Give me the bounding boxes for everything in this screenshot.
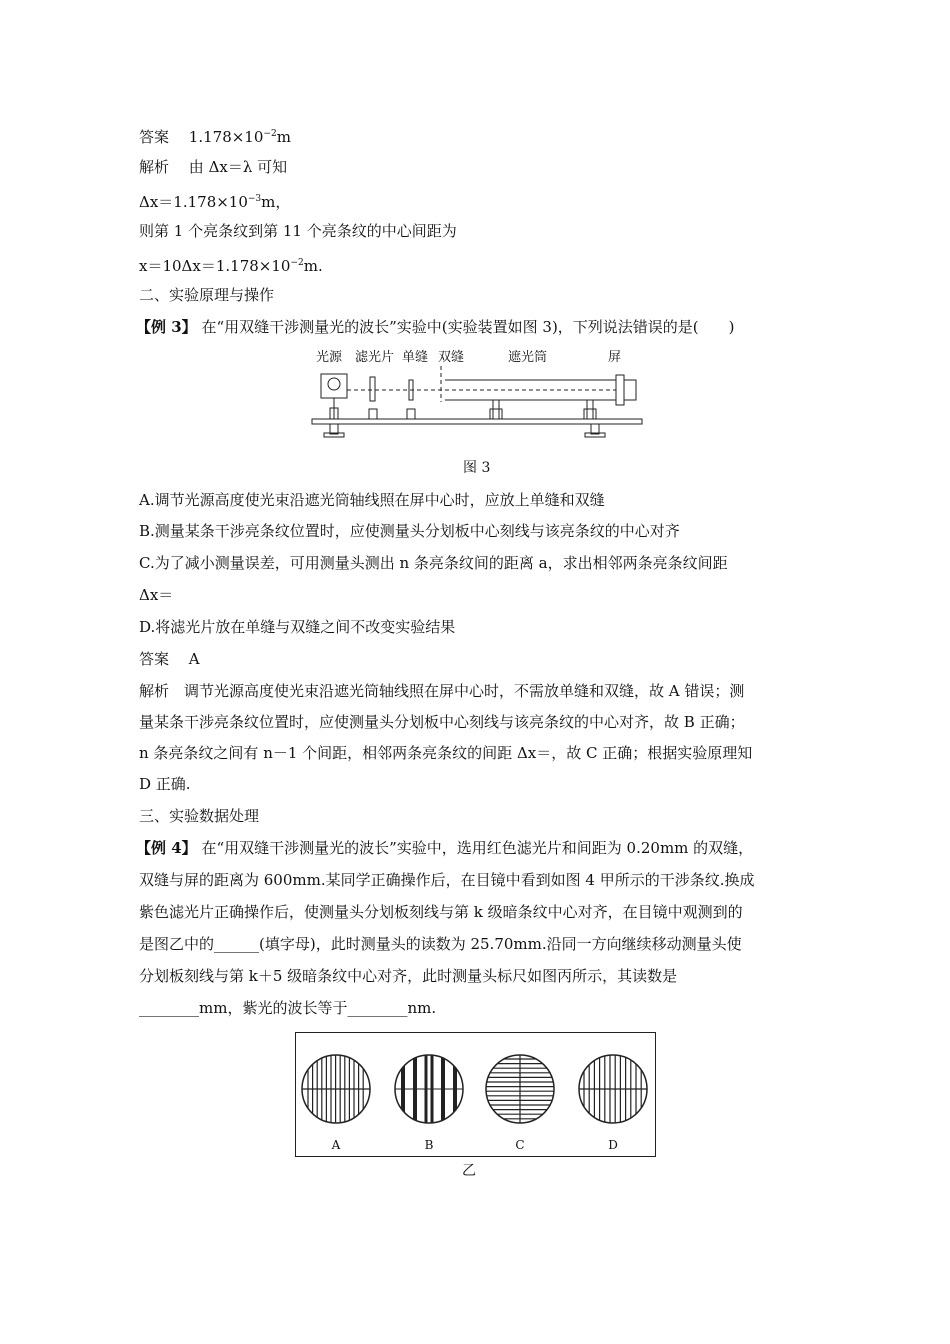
example4-line-2: 双缝与屏的距离为 600mm.某同学正确操作后，在目镜中看到如图 4 甲所示的干涉条纹.换成 xyxy=(139,871,755,889)
example4-tag: 【例 4】 xyxy=(136,839,197,857)
analysis-text: 由 Δx＝λ 可知 xyxy=(188,158,288,176)
example4-line-1 xyxy=(136,838,753,858)
analysis-line-4 xyxy=(139,253,323,276)
example4-line-5: 分划板刻线与第 k＋5 级暗条纹中心对齐，此时测量头标尺如图丙所示，其读数是 xyxy=(139,967,678,985)
label-screen: 屏 xyxy=(608,350,622,365)
example4-line-4: 是图乙中的______(填字母)，此时测量头的读数为 25.70mm.沿同一方向继续移动测量头使 xyxy=(139,935,742,953)
answer-value: A xyxy=(188,650,200,668)
option-a: A.调节光源高度使光束沿遮光筒轴线照在屏中心时，应放上单缝和双缝 xyxy=(139,491,605,509)
figure-yi-caption: 乙 xyxy=(462,1163,476,1179)
section-heading-2: 二、实验原理与操作 xyxy=(139,286,275,304)
analysis2-line-1 xyxy=(139,681,744,701)
label-d: D xyxy=(608,1138,618,1152)
analysis-line-1 xyxy=(139,157,287,177)
example4-line-3: 紫色滤光片正确操作后，使测量头分划板刻线与第 k 级暗条纹中心对齐，在目镜中观测到的 xyxy=(139,903,743,921)
option-b: B.测量某条干涉亮条纹位置时，应使测量头分划板中心刻线与该亮条纹的中心对齐 xyxy=(139,522,680,540)
label-b: B xyxy=(424,1138,434,1152)
apparatus-figure xyxy=(308,344,648,444)
example3-question: 在“用双缝干涉测量光的波长”实验中(实验装置如图 3)，下列说法错误的是( ) xyxy=(201,318,735,336)
example3-tag: 【例 3】 xyxy=(136,318,197,336)
analysis-label: 解析 xyxy=(139,682,170,700)
formula-unit: m. xyxy=(303,257,323,275)
formula-exp: −3 xyxy=(247,194,262,204)
answer-value: 1.178×10 xyxy=(188,128,264,146)
label-double-slit: 双缝 xyxy=(438,350,465,365)
formula-part: Δx＝1.178×10 xyxy=(139,193,248,211)
analysis2-line-2: 量某条干涉亮条纹位置时，应使测量头分划板中心刻线与该亮条纹的中心对齐，故 B 正确； xyxy=(139,713,745,731)
answer-label: 答案 xyxy=(139,128,170,146)
answer-label: 答案 xyxy=(139,650,170,668)
section-heading-3: 三、实验数据处理 xyxy=(139,807,260,825)
example4-text: 在“用双缝干涉测量光的波长”实验中，选用红色滤光片和间距为 0.20mm 的双缝， xyxy=(201,839,754,857)
label-light-source: 光源 xyxy=(316,350,343,365)
formula-part: x＝10Δx＝1.178×10 xyxy=(139,257,291,275)
analysis-line-2 xyxy=(139,189,290,212)
figure3-caption: 图 3 xyxy=(463,460,491,476)
option-c: C.为了减小测量误差，可用测量头测出 n 条亮条纹间的距离 a，求出相邻两条亮条纹间距 xyxy=(139,554,728,572)
answer-line-1 xyxy=(139,124,291,147)
formula-unit: m， xyxy=(261,193,291,211)
analysis-label: 解析 xyxy=(139,158,170,176)
option-d: D.将滤光片放在单缝与双缝之间不改变实验结果 xyxy=(139,618,456,636)
analysis-text: 调节光源高度使光束沿遮光筒轴线照在屏中心时，不需放单缝和双缝，故 A 错误；测 xyxy=(184,682,745,700)
analysis-line-3: 则第 1 个亮条纹到第 11 个亮条纹的中心间距为 xyxy=(139,222,457,240)
answer-unit: m xyxy=(276,128,291,146)
analysis2-line-4: D 正确. xyxy=(139,775,191,793)
analysis2-line-3: n 条亮条纹之间有 n－1 个间距，相邻两条亮条纹的间距 Δx＝，故 C 正确；根据实验原理知 xyxy=(139,744,753,762)
label-single-slit: 单缝 xyxy=(402,350,429,365)
answer-exp: −2 xyxy=(263,129,277,139)
example4-line-6: ________mm，紫光的波长等于________nm. xyxy=(139,999,437,1017)
label-c: C xyxy=(515,1138,525,1152)
answer-line-2 xyxy=(139,649,200,669)
formula-exp: −2 xyxy=(290,258,304,268)
eyepiece-figure xyxy=(295,1032,657,1158)
label-tube: 遮光筒 xyxy=(508,350,548,365)
label-filter: 滤光片 xyxy=(355,350,395,365)
example3-stem xyxy=(136,317,735,337)
option-c-cont: Δx＝ xyxy=(139,586,174,604)
label-a: A xyxy=(331,1138,341,1152)
